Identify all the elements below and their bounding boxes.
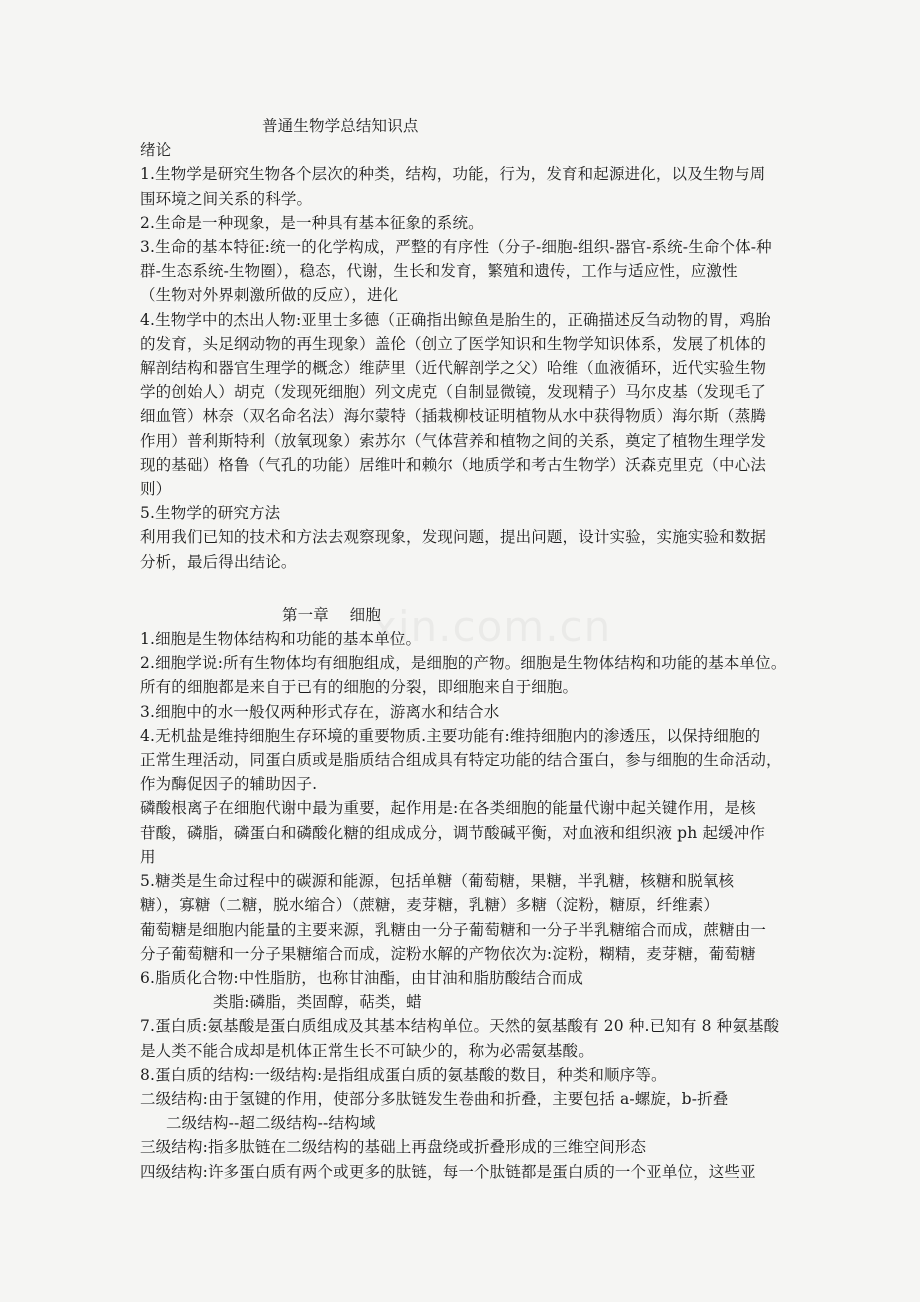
paragraph-line: 分子葡萄糖和一分子果糖缩合而成，淀粉水解的产物依次为:淀粉，糊精，麦芽糖，葡萄糖 — [140, 944, 756, 963]
paragraph-line: 作用）普利斯特利（放氧现象）索苏尔（气体营养和植物之间的关系，奠定了植物生理学发 — [140, 431, 767, 450]
paragraph-line: 解剖结构和器官生理学的概念）维萨里（近代解剖学之父）哈维（血液循环，近代实验生物 — [140, 359, 767, 378]
paragraph-line: （生物对外界刺激所做的反应），进化 — [140, 286, 399, 305]
chapter-section — [140, 627, 786, 990]
paragraph-line: 作为酶促因子的辅助因子. — [140, 775, 318, 794]
paragraph-line: 三级结构:指多肽链在二级结构的基础上再盘绕或折叠形成的三维空间形态 — [140, 1138, 647, 1157]
paragraph-line: 磷酸根离子在细胞代谢中最为重要，起作用是:在各类细胞的能量代谢中起关键作用，是核 — [140, 799, 756, 818]
paragraph-line: 糖），寡糖（二糖，脱水缩合）（蔗糖，麦芽糖，乳糖）多糖（淀粉，糖原，纤维素） — [140, 896, 720, 915]
paragraph-line: 细血管）林奈（双名命名法）海尔蒙特（插栽柳枝证明植物从水中获得物质）海尔斯（蒸腾 — [140, 407, 767, 426]
paragraph-line: 1.细胞是生物体结构和功能的基本单位。 — [140, 630, 422, 649]
paragraph-line: 围环境之间关系的科学。 — [140, 189, 313, 208]
paragraph-line: 分析，最后得出结论。 — [140, 552, 297, 571]
paragraph-line: 群-生态系统-生物圈），稳态，代谢，生长和发育，繁殖和遗传，工作与适应性，应激性 — [140, 262, 738, 281]
paragraph-line: 则） — [140, 480, 172, 499]
paragraph-line: 二级结构--超二级结构--结构域 — [166, 1114, 376, 1133]
paragraph-line: 正常生理活动，同蛋白质或是脂质结合组成具有特定功能的结合蛋白，参与细胞的生命活动， — [140, 751, 782, 770]
paragraph-line: 2.生命是一种现象，是一种具有基本征象的系统。 — [140, 213, 484, 232]
paragraph-line: 四级结构:许多蛋白质有两个或更多的肽链，每一个肽链都是蛋白质的一个亚单位，这些亚 — [140, 1162, 756, 1181]
paragraph-line: 6.脂质化合物:中性脂肪，也称甘油酯，由甘油和脂肪酸结合而成 — [140, 968, 584, 987]
paragraph-line: 是人类不能合成却是机体正常生长不可缺少的，称为必需氨基酸。 — [140, 1041, 594, 1060]
paragraph-line: 用 — [140, 847, 156, 866]
paragraph-line: 所有的细胞都是来自于已有的细胞的分裂，即细胞来自于细胞。 — [140, 678, 579, 697]
paragraph-line: 1.生物学是研究生物各个层次的种类，结构，功能，行为，发育和起源进化，以及生物与周 — [140, 165, 766, 184]
paragraph-line: 3.细胞中的水一般仅两种形式存在，游离水和结合水 — [140, 702, 500, 721]
paragraph-line: 8.蛋白质的结构:一级结构:是指组成蛋白质的氨基酸的数目，种类和顺序等。 — [140, 1065, 667, 1084]
paragraph-line: 5.糖类是生命过程中的碳源和能源，包括单糖（葡萄糖，果糖，半乳糖，核糖和脱氧核 — [140, 872, 735, 891]
paragraph-line: 苷酸，磷脂，磷蛋白和磷酸化糖的组成成分，调节酸碱平衡，对血液和组织液 ph 起缓冲作 — [140, 823, 766, 842]
paragraph-line: 的发育，头足纲动物的再生现象）盖伦（创立了医学知识和生物学知识体系，发展了机体的 — [140, 334, 767, 353]
chapter-section-2 — [140, 1014, 786, 1111]
section-gap — [140, 574, 786, 603]
paragraph-line: 5.生物学的研究方法 — [140, 504, 281, 523]
paragraph-line: 4.生物学中的杰出人物:亚里士多德（正确指出鲸鱼是胎生的，正确描述反刍动物的胃，鸡胎 — [140, 310, 771, 329]
paragraph-line: 二级结构:由于氢键的作用，使部分多肽链发生卷曲和折叠，主要包括 a-螺旋，b-折叠 — [140, 1089, 729, 1108]
paragraph-line: 学的创始人）胡克（发现死细胞）列文虎克（自制显微镜，发现精子）马尔皮基（发现毛了 — [140, 383, 767, 402]
paragraph-line: 葡萄糖是细胞内能量的主要来源，乳糖由一分子葡萄糖和一分子半乳糖缩合而成，蔗糖由一 — [140, 920, 767, 939]
paragraph-line: 现的基础）格鲁（气孔的功能）居维叶和赖尔（地质学和考古生物学）沃森克里克（中心法 — [140, 455, 767, 474]
document-title: 普通生物学总结知识点 — [262, 117, 419, 135]
paragraph-line: 7.蛋白质:氨基酸是蛋白质组成及其基本结构单位。天然的氨基酸有 20 种.已知有 8 种氨基酸 — [140, 1017, 780, 1036]
paragraph-line: 4.无机盐是维持细胞生存环境的重要物质.主要功能有:维持细胞内的渗透压，以保持细胞的 — [140, 726, 761, 745]
paragraph-line: 类脂:磷脂，类固醇，萜类，蜡 — [213, 993, 422, 1012]
paragraph-line: 利用我们已知的技术和方法去观察现象，发现问题，提出问题，设计实验，实施实验和数据 — [140, 528, 767, 547]
paragraph-line: 2.细胞学说:所有生物体均有细胞组成，是细胞的产物。细胞是生物体结构和功能的基本单位。 — [140, 654, 787, 673]
chapter-title: 第一章 细胞 — [282, 605, 381, 624]
intro-section — [140, 138, 786, 574]
paragraph-line: 3.生命的基本特征:统一的化学构成，严整的有序性（分子-细胞-组织-器官-系统-生命个体-种 — [140, 238, 772, 257]
paragraph-line: 绪论 — [140, 141, 172, 160]
chapter-section-3 — [140, 1135, 786, 1183]
